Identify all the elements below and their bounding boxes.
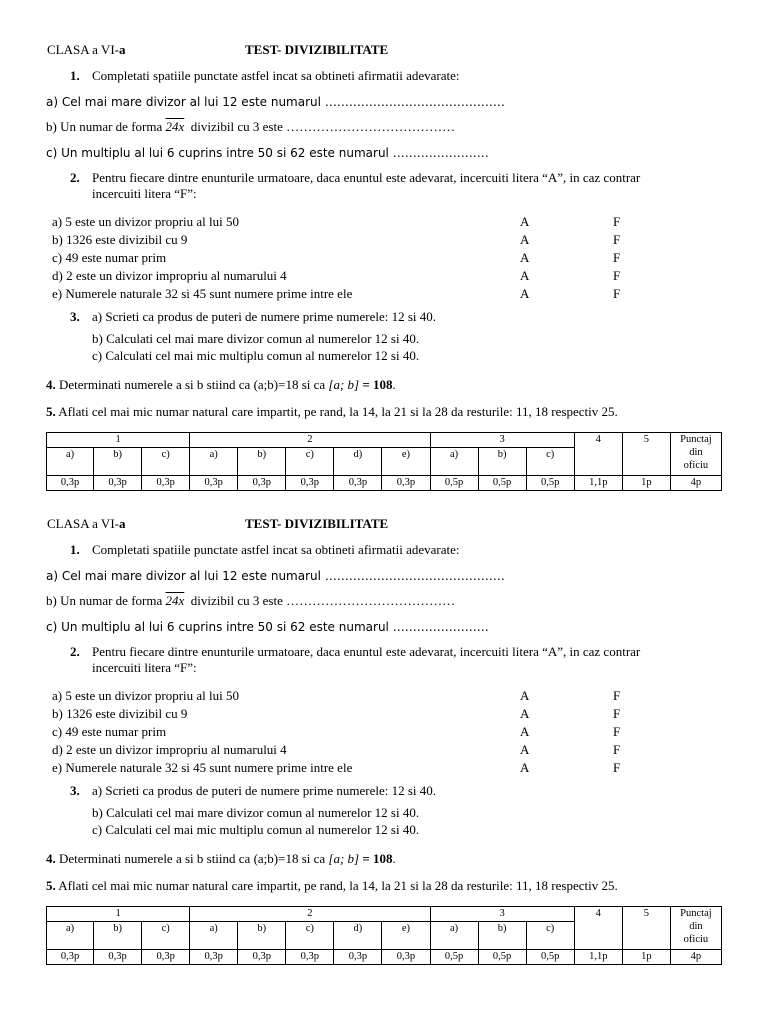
grading-points: 1p xyxy=(622,950,670,965)
answer-option-f[interactable]: F xyxy=(613,688,621,703)
test-sheet xyxy=(0,0,768,488)
grading-question-number: 3 xyxy=(430,907,574,922)
grading-points: 0,5p xyxy=(430,950,478,965)
grading-subitem: c) xyxy=(286,448,334,476)
grading-points: 1,1p xyxy=(574,476,622,491)
grading-points: 0,3p xyxy=(238,950,286,965)
grading-points: 1p xyxy=(622,476,670,491)
grading-final-header: Punctaj din oficiu xyxy=(670,433,721,476)
grading-subitem: b) xyxy=(478,448,526,476)
grading-subitem: c) xyxy=(142,922,190,950)
grading-points: 0,3p xyxy=(334,476,382,491)
grading-subitem: b) xyxy=(238,922,286,950)
grading-points: 0,3p xyxy=(94,476,142,491)
answer-option-f[interactable]: F xyxy=(613,286,621,301)
answer-option-a[interactable]: A xyxy=(520,724,530,739)
grading-points: 0,3p xyxy=(94,950,142,965)
q4-text: 4. Determinati numerele a si b stiind ca (a;b)=18 si ca [a; b] = 108. xyxy=(46,377,396,392)
class-label: CLASA a VI-a xyxy=(47,516,126,531)
grading-subitem: a) xyxy=(47,448,94,476)
answer-option-a[interactable]: A xyxy=(520,688,530,703)
answer-option-a[interactable]: A xyxy=(520,760,530,775)
grading-points: 0,5p xyxy=(478,476,526,491)
grading-points: 0,3p xyxy=(190,950,238,965)
q2-statement: e) Numerele naturale 32 si 45 sunt numere prime intre ele xyxy=(52,286,353,301)
grading-subitem: e) xyxy=(382,922,430,950)
test-sheet xyxy=(0,474,768,962)
grading-question-number: 1 xyxy=(47,907,190,922)
answer-option-f[interactable]: F xyxy=(613,760,621,775)
grading-subitem: a) xyxy=(190,922,238,950)
grading-question-number: 2 xyxy=(190,433,430,448)
q1-item-a: a) Cel mai mare divizor al lui 12 este numarul ……………………………………… xyxy=(46,569,505,583)
grading-points: 0,3p xyxy=(142,476,190,491)
grading-points: 0,3p xyxy=(238,476,286,491)
q2-statement: b) 1326 este divizibil cu 9 xyxy=(52,232,188,247)
grading-question-number: 4 xyxy=(574,907,622,950)
grading-question-number: 5 xyxy=(622,433,670,476)
grading-table xyxy=(46,906,722,965)
q3-item-a: 3. a) Scrieti ca produs de puteri de numere prime numerele: 12 si 40. xyxy=(70,783,437,798)
answer-option-a[interactable]: A xyxy=(520,706,530,721)
test-title: TEST- DIVIZIBILITATE xyxy=(245,516,389,531)
q1-item-b: b) Un numar de forma 24x divizibil cu 3 este ………………………………… xyxy=(46,593,456,608)
grading-subitem: a) xyxy=(47,922,94,950)
grading-points: 0,3p xyxy=(47,950,94,965)
grading-final-header: Punctaj din oficiu xyxy=(670,907,721,950)
answer-option-a[interactable]: A xyxy=(520,232,530,247)
grading-subitem: a) xyxy=(430,922,478,950)
grading-points: 0,5p xyxy=(478,950,526,965)
q2-statement: a) 5 este un divizor propriu al lui 50 xyxy=(52,214,240,229)
grading-points: 0,3p xyxy=(382,950,430,965)
overline-number: 24x xyxy=(165,119,185,134)
q5-text: 5. Aflati cel mai mic numar natural care impartit, pe rand, la 14, la 21 si la 28 da resturile: 11, 18 respectiv 25. xyxy=(46,404,618,419)
test-title: TEST- DIVIZIBILITATE xyxy=(245,42,389,57)
grading-question-number: 2 xyxy=(190,907,430,922)
grading-points: 4p xyxy=(670,476,721,491)
q3-item-b: b) Calculati cel mai mare divizor comun al numerelor 12 si 40. xyxy=(92,331,420,346)
q3-item-c: c) Calculati cel mai mic multiplu comun al numerelor 12 si 40. xyxy=(92,822,420,837)
answer-option-a[interactable]: A xyxy=(520,268,530,283)
grading-subitem: c) xyxy=(526,922,574,950)
grading-subitem: e) xyxy=(382,448,430,476)
grading-subitem: c) xyxy=(142,448,190,476)
grading-subitem: b) xyxy=(94,448,142,476)
grading-subitem: b) xyxy=(94,922,142,950)
answer-option-f[interactable]: F xyxy=(613,706,621,721)
answer-option-f[interactable]: F xyxy=(613,214,621,229)
q2-statement: d) 2 este un divizor impropriu al numarului 4 xyxy=(52,742,287,757)
grading-subitem: c) xyxy=(526,448,574,476)
q1-item-c: c) Un multiplu al lui 6 cuprins intre 50 si 62 este numarul …………………… xyxy=(46,146,489,160)
q2-statement: c) 49 este numar prim xyxy=(52,250,167,265)
grading-subitem: b) xyxy=(238,448,286,476)
grading-points: 4p xyxy=(670,950,721,965)
q2-heading-cont: incercuiti litera “F”: xyxy=(92,660,197,675)
answer-option-a[interactable]: A xyxy=(520,214,530,229)
grading-subitem: c) xyxy=(286,922,334,950)
answer-option-f[interactable]: F xyxy=(613,268,621,283)
answer-option-a[interactable]: A xyxy=(520,742,530,757)
answer-option-a[interactable]: A xyxy=(520,286,530,301)
grading-header-row xyxy=(47,907,722,922)
grading-points: 0,5p xyxy=(430,476,478,491)
q3-item-b: b) Calculati cel mai mare divizor comun al numerelor 12 si 40. xyxy=(92,805,420,820)
answer-option-a[interactable]: A xyxy=(520,250,530,265)
answer-option-f[interactable]: F xyxy=(613,232,621,247)
grading-points: 0,3p xyxy=(382,476,430,491)
q2-statement: d) 2 este un divizor impropriu al numarului 4 xyxy=(52,268,287,283)
q1-heading: 1. Completati spatiile punctate astfel incat sa obtineti afirmatii adevarate: xyxy=(70,68,460,83)
q1-item-b: b) Un numar de forma 24x divizibil cu 3 este ………………………………… xyxy=(46,119,456,134)
overline-number: 24x xyxy=(165,593,185,608)
answer-option-f[interactable]: F xyxy=(613,724,621,739)
grading-question-number: 1 xyxy=(47,433,190,448)
grading-question-number: 5 xyxy=(622,907,670,950)
grading-points: 0,3p xyxy=(286,476,334,491)
grading-subitem: d) xyxy=(334,448,382,476)
grading-header-row xyxy=(47,433,722,448)
q4-text: 4. Determinati numerele a si b stiind ca (a;b)=18 si ca [a; b] = 108. xyxy=(46,851,396,866)
grading-points: 0,3p xyxy=(286,950,334,965)
q2-heading: 2. Pentru fiecare dintre enunturile urmatoare, daca enuntul este adevarat, incercuiti litera “A”, in caz contrar xyxy=(70,644,641,659)
grading-points: 0,3p xyxy=(190,476,238,491)
q3-item-a: 3. a) Scrieti ca produs de puteri de numere prime numerele: 12 si 40. xyxy=(70,309,437,324)
q5-text: 5. Aflati cel mai mic numar natural care impartit, pe rand, la 14, la 21 si la 28 da resturile: 11, 18 respectiv 25. xyxy=(46,878,618,893)
grading-points: 0,3p xyxy=(142,950,190,965)
grading-points: 0,5p xyxy=(526,950,574,965)
q2-heading-cont: incercuiti litera “F”: xyxy=(92,186,197,201)
q1-item-c: c) Un multiplu al lui 6 cuprins intre 50 si 62 este numarul …………………… xyxy=(46,620,489,634)
grading-subitem: d) xyxy=(334,922,382,950)
q2-statement: a) 5 este un divizor propriu al lui 50 xyxy=(52,688,240,703)
grading-subitem: a) xyxy=(190,448,238,476)
grading-points: 0,3p xyxy=(47,476,94,491)
grading-question-number: 4 xyxy=(574,433,622,476)
q2-statement: b) 1326 este divizibil cu 9 xyxy=(52,706,188,721)
class-label: CLASA a VI-a xyxy=(47,42,126,57)
answer-option-f[interactable]: F xyxy=(613,250,621,265)
grading-points: 0,3p xyxy=(334,950,382,965)
grading-points: 1,1p xyxy=(574,950,622,965)
grading-subitem: a) xyxy=(430,448,478,476)
grading-points: 0,5p xyxy=(526,476,574,491)
q1-item-a: a) Cel mai mare divizor al lui 12 este numarul ……………………………………… xyxy=(46,95,505,109)
q2-statement: e) Numerele naturale 32 si 45 sunt numere prime intre ele xyxy=(52,760,353,775)
q3-item-c: c) Calculati cel mai mic multiplu comun al numerelor 12 si 40. xyxy=(92,348,420,363)
q1-heading: 1. Completati spatiile punctate astfel incat sa obtineti afirmatii adevarate: xyxy=(70,542,460,557)
answer-option-f[interactable]: F xyxy=(613,742,621,757)
grading-subitem: b) xyxy=(478,922,526,950)
q2-heading: 2. Pentru fiecare dintre enunturile urmatoare, daca enuntul este adevarat, incercuiti litera “A”, in caz contrar xyxy=(70,170,641,185)
grading-question-number: 3 xyxy=(430,433,574,448)
grading-points-row xyxy=(47,950,722,965)
q2-statement: c) 49 este numar prim xyxy=(52,724,167,739)
